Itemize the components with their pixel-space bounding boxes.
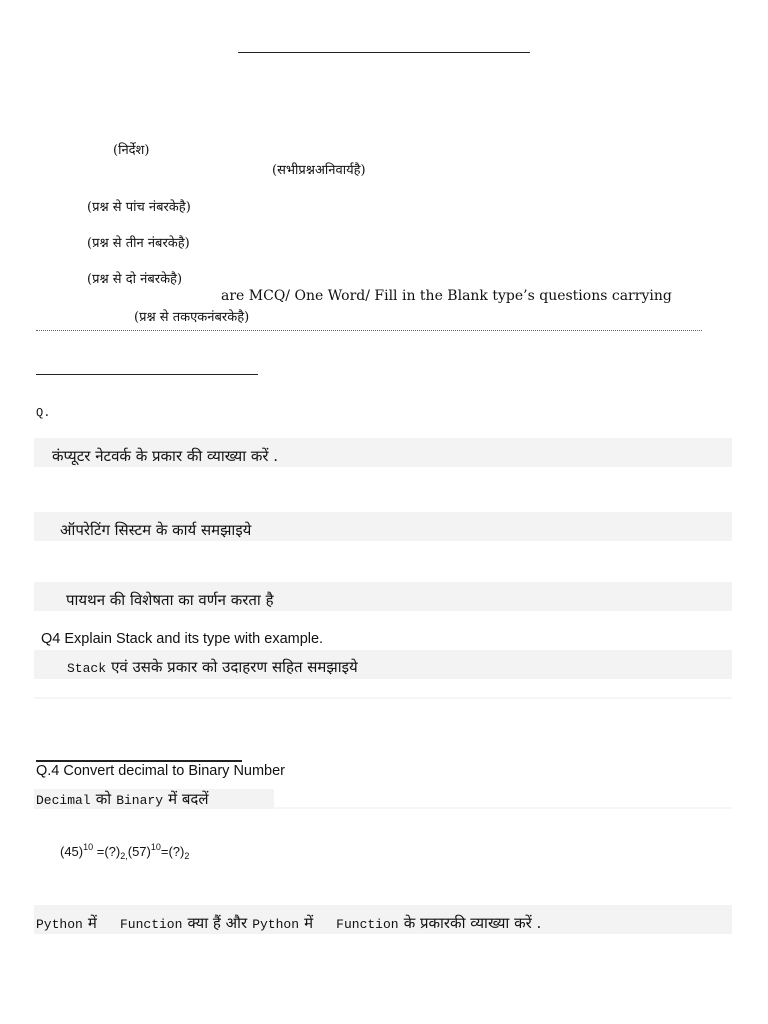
question-1-hindi: कंप्यूटर नेटवर्क के प्रकार की व्याख्या करें . [52, 447, 279, 465]
question-6-line [36, 913, 541, 933]
expr-a-sub: 2, [120, 851, 128, 861]
question-6-hindi-2: क्या हैं और [187, 914, 248, 932]
question-6-hindi-3: में [304, 914, 314, 932]
stack-code-term: Stack [67, 661, 107, 676]
expr-a-sup: 10 [83, 842, 94, 852]
question-5-rule [36, 760, 242, 762]
question-5-band-tail [274, 807, 732, 809]
all-compulsory-note: (सभीप्रश्नअनिवार्यहै) [272, 163, 366, 178]
mcq-note: are MCQ/ One Word/ Fill in the Blank type’s questions carrying [221, 288, 672, 304]
question-5-hindi-ko: को [95, 790, 112, 808]
question-3-hindi: पायथन की विशेषता का वर्णन करता है [66, 591, 274, 609]
dotted-separator [36, 330, 702, 331]
expr-b-sup: 10 [150, 842, 161, 852]
expr-b-base: (57) [127, 844, 151, 859]
question-6-hindi-4: के प्रकारकी व्याख्या करें . [403, 914, 542, 932]
function-code-term-1: Function [119, 917, 183, 932]
function-code-term-2: Function [336, 917, 399, 932]
question-4-hindi-line [67, 657, 358, 677]
binary-code-term: Binary [116, 793, 164, 808]
question-6-hindi-1: में [87, 914, 97, 932]
empty-band [34, 697, 732, 699]
question-5-english: Q.4 Convert decimal to Binary Number [36, 763, 286, 779]
python-code-term-2: Python [252, 917, 299, 932]
top-rule [238, 52, 530, 53]
two-marks-note: (प्रश्न से दो नंबरकेहै) [87, 272, 183, 287]
question-4-hindi: एवं उसके प्रकार को उदाहरण सहित समझाइये [111, 658, 358, 676]
question-4-english: Q4 Explain Stack and its type with example. [41, 631, 324, 647]
three-marks-note: (प्रश्न से तीन नंबरकेहै) [87, 236, 190, 251]
python-code-term-1: Python [36, 917, 83, 932]
one-mark-note: (प्रश्न से तकएकनंबरकेहै) [134, 310, 250, 325]
question-5-hindi-line [36, 789, 209, 809]
conversion-expression [60, 842, 189, 861]
question-5-hindi-rest: में बदलें [168, 790, 209, 808]
expr-b-sub: 2 [184, 851, 190, 861]
question-2-hindi: ऑपरेटिंग सिस्टम के कार्य समझाइये [60, 521, 252, 539]
directions-heading: (निर्देश) [113, 143, 150, 158]
expr-a-base: (45) [60, 844, 84, 859]
section-rule [36, 374, 258, 375]
question-label: Q. [36, 406, 51, 420]
decimal-code-term: Decimal [36, 793, 91, 808]
expr-a-eq: =(?) [93, 844, 121, 859]
expr-b-eq: =(?) [160, 844, 185, 859]
five-marks-note: (प्रश्न से पांच नंबरकेहै) [87, 200, 191, 215]
